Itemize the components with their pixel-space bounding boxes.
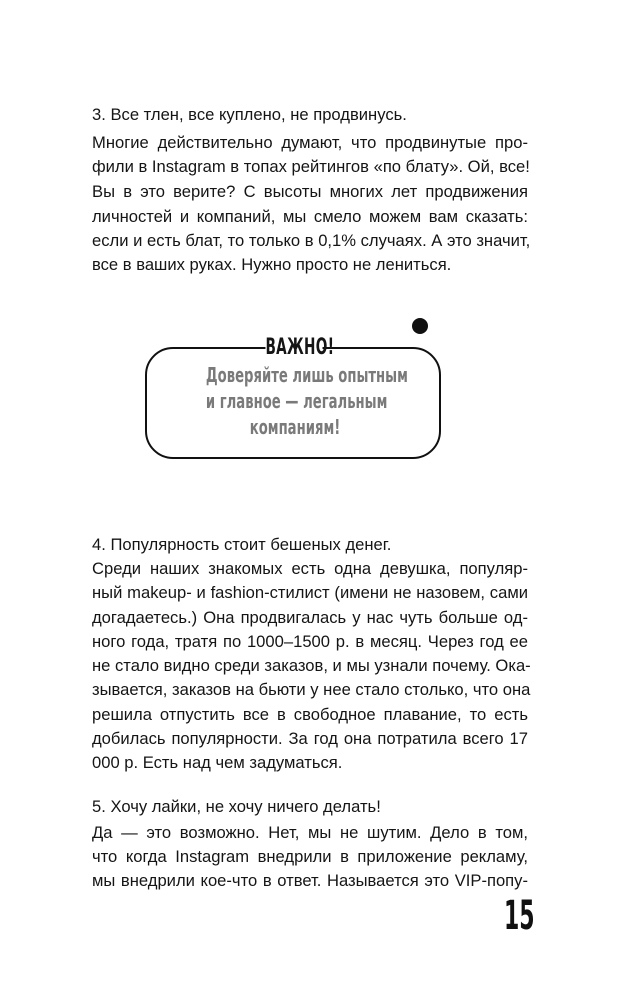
paragraph-line: Многие действительно думают, что продвинутые про- bbox=[92, 133, 528, 152]
paragraph-line: Вы в это верите? С высоты многих лет продвижения bbox=[92, 182, 528, 201]
paragraph-line: решила отпустить все в свободное плавание, то есть bbox=[92, 705, 528, 724]
callout-dot-icon bbox=[412, 318, 428, 334]
callout-text-line: и главное — легальным bbox=[205, 389, 388, 413]
paragraph-line: мы внедрили кое-что в ответ. Называется это VIP-попу- bbox=[92, 871, 528, 890]
paragraph-line: догадаетесь.) Она продвигалась у нас чуть больше од- bbox=[92, 608, 528, 627]
paragraph-line: личностей и компаний, мы смело можем вам сказать: bbox=[92, 207, 528, 226]
paragraph-line: ного года, тратя по 1000–1500 р. в месяц. Через год ее bbox=[92, 632, 528, 651]
paragraph-line: добилась популярности. За год она потратила всего 17 bbox=[92, 729, 528, 748]
section-5-heading: 5. Хочу лайки, не хочу ничего делать! bbox=[92, 797, 381, 816]
paragraph-line: не стало видно среди заказов, и мы узнали почему. Ока- bbox=[92, 656, 531, 675]
section-3-heading: 3. Все тлен, все куплено, не продвинусь. bbox=[92, 105, 407, 124]
paragraph-line: 000 р. Есть над чем задуматься. bbox=[92, 753, 343, 772]
page-number: 15 bbox=[504, 893, 535, 939]
paragraph-line: ный makeup- и fashion-стилист (имени не назовем, сами bbox=[92, 583, 528, 602]
paragraph-line: зывается, заказов на бьюти у нее стало столько, что она bbox=[92, 680, 531, 699]
callout-text-line: Доверяйте лишь опытным bbox=[205, 363, 408, 387]
paragraph-line: все в ваших руках. Нужно просто не лениться. bbox=[92, 255, 452, 274]
paragraph-line: что когда Instagram внедрили в приложение рекламу, bbox=[92, 847, 528, 866]
callout-text-line: компаниям! bbox=[249, 415, 341, 439]
paragraph-line: Да — это возможно. Нет, мы не шутим. Дело в том, bbox=[92, 823, 528, 842]
callout-title: ВАЖНО! bbox=[265, 335, 335, 360]
paragraph-line: фили в Instagram в топах рейтингов «по блату». Ой, все! bbox=[92, 157, 530, 176]
paragraph-line: Среди наших знакомых есть одна девушка, популяр- bbox=[92, 559, 528, 578]
paragraph-line: если и есть блат, то только в 0,1% случаях. А это значит, bbox=[92, 231, 531, 250]
section-4-heading: 4. Популярность стоит бешеных денег. bbox=[92, 535, 392, 554]
